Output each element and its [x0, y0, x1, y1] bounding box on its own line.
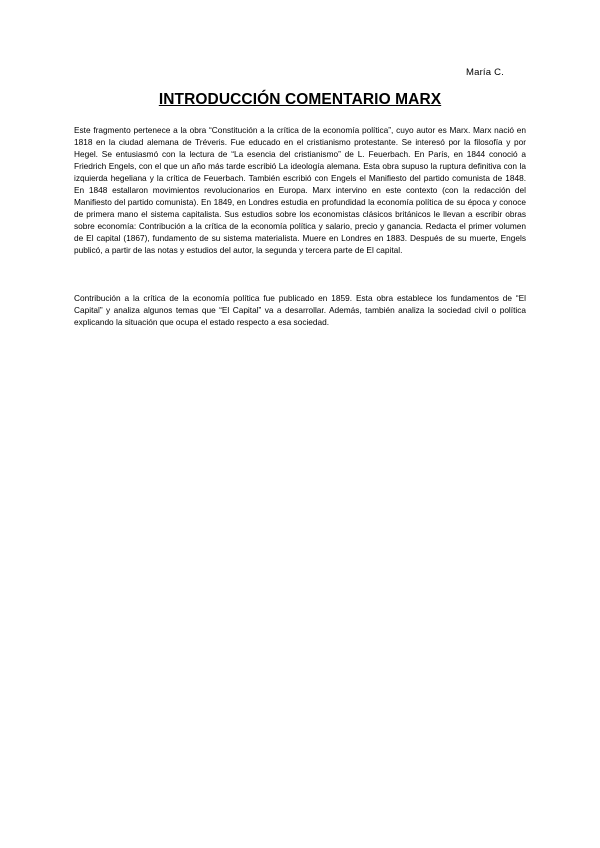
- paragraph-introduction: Este fragmento pertenece a la obra “Constitución a la crítica de la economía política”, cuyo autor es Marx. Marx nació en 1818 en la ciudad alemana de Tréveris. Fue educado en el cristianismo protestante. Se interesó por la filosofía y por Hegel. Se entusiasmó con la lectura de “La esencia del cristianismo” de L. Feuerbach. En París, en 1844 conoció a Friedrich Engels, con el que un año más tarde escribió La ideología alemana. Esta obra supuso la ruptura definitiva con la izquierda hegeliana y la crítica de Feuerbach. También escribió con Engels el Manifiesto del partido comunista de 1848. En 1848 estallaron movimientos revolucionarios en Europa. Marx intervino en este contexto (con la redacción del Manifiesto del partido comunista). En 1849, en Londres estudia en profundidad la economía política de su época y conoce de primera mano el sistema capitalista. Sus estudios sobre los economistas clásicos británicos le llevan a escribir obras sobre economía: Contribución a la crítica de la economía política y salario, precio y ganancia. Redacta el primer volumen de El capital (1867), fundamento de su sistema materialista. Muere en Londres en 1883. Después de su muerte, Engels publicó, a partir de las notas y estudios del autor, la segunda y tercera parte de El capital.: [74, 125, 526, 255]
- document-title: INTRODUCCIÓN COMENTARIO MARX: [158, 91, 442, 108]
- author-name: María C.: [465, 67, 504, 78]
- paragraph-contribution: Contribución a la crítica de la economía política fue publicado en 1859. Esta obra establece los fundamentos de “El Capital” y analiza algunos temas que “El Capital” va a desarrollar. Además, también analiza la sociedad civil o política explicando la situación que ocupa el estado respecto a esa sociedad.: [74, 293, 526, 327]
